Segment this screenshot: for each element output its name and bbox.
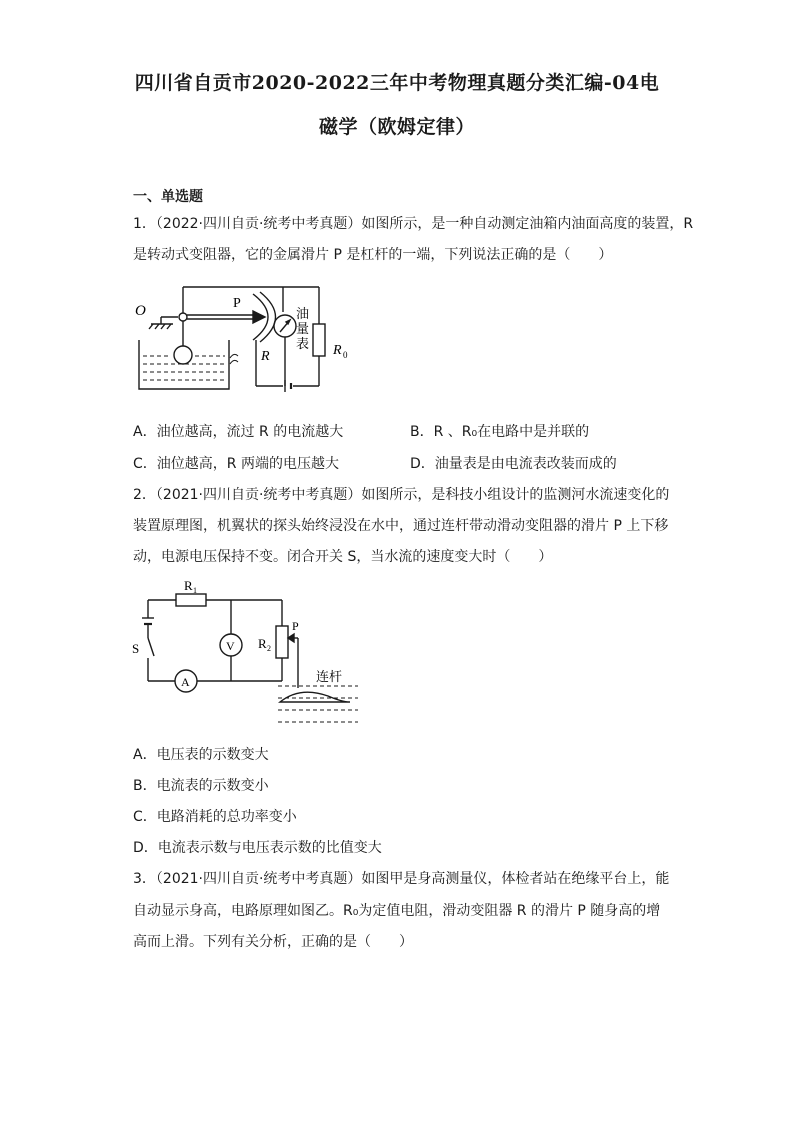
- q1-label-r: R: [261, 349, 270, 364]
- q1-meter-char-3: 表: [296, 336, 310, 351]
- q1-option-d: D．油量表是由电流表改装而成的: [410, 456, 617, 472]
- q1-stem-line-2: 是转动式变阻器，它的金属滑片 P 是杠杆的一端，下列说法正确的是（ ）: [133, 247, 613, 263]
- section-heading: 一、单选题: [133, 189, 203, 205]
- q1-option-c: C．油位越高，R 两端的电压越大: [133, 456, 339, 472]
- q2-option-d: D．电流表示数与电压表示数的比值变大: [133, 840, 382, 856]
- q2-label-r1-subscript: 1: [193, 586, 197, 595]
- q1-label-p: P: [233, 296, 241, 311]
- q3-stem-line-1: 3．（2021·四川自贡·统考中考真题）如图甲是身高测量仪，体检者站在绝缘平台上，能: [133, 871, 670, 887]
- q2-stem-line-3: 动，电源电压保持不变。闭合开关 S，当水流的速度变大时（ ）: [133, 549, 553, 565]
- q2-label-r2: R: [258, 636, 267, 651]
- page-title-line-1: 四川省自贡市2020-2022三年中考物理真题分类汇编-04电: [134, 72, 660, 94]
- q1-meter-char-2: 量: [296, 321, 310, 336]
- q1-label-o: O: [135, 303, 146, 319]
- q2-label-p: P: [292, 619, 299, 633]
- q3-stem-line-2: 自动显示身高，电路原理如图乙。R₀为定值电阻，滑动变阻器 R 的滑片 P 随身高的增: [133, 903, 661, 919]
- q2-circuit-figure: [130, 578, 360, 728]
- q2-option-b: B．电流表的示数变小: [133, 778, 269, 794]
- q1-option-a: A．油位越高，流过 R 的电流越大: [133, 424, 344, 440]
- q1-label-r0: R: [333, 343, 342, 358]
- q1-label-r0-subscript: 0: [343, 350, 348, 360]
- q2-voltmeter-label: V: [226, 639, 235, 653]
- q2-label-r1: R: [184, 578, 193, 593]
- q2-label-s: S: [132, 641, 140, 656]
- q2-stem-line-2: 装置原理图，机翼状的探头始终浸没在水中，通过连杆带动滑动变阻器的滑片 P 上下移: [133, 518, 669, 534]
- q1-circuit-figure: [133, 282, 363, 394]
- q1-option-b: B．R 、R₀在电路中是并联的: [410, 424, 590, 440]
- q2-stem-line-1: 2．（2021·四川自贡·统考中考真题）如图所示，是科技小组设计的监测河水流速变化的: [133, 487, 670, 503]
- q1-meter-char-1: 油: [296, 306, 310, 321]
- q3-stem-line-3: 高而上滑。下列有关分析，正确的是（ ）: [133, 934, 413, 950]
- q2-ammeter-label: A: [181, 675, 190, 689]
- q1-stem-line-1: 1．（2022·四川自贡·统考中考真题）如图所示，是一种自动测定油箱内油面高度的装置，R: [133, 216, 694, 232]
- q2-label-r2-subscript: 2: [267, 644, 271, 653]
- page-title-line-2: 磁学（欧姆定律）: [318, 116, 475, 138]
- q2-label-rod: 连杆: [316, 669, 343, 684]
- q2-option-a: A．电压表的示数变大: [133, 747, 269, 763]
- q2-option-c: C．电路消耗的总功率变小: [133, 809, 297, 825]
